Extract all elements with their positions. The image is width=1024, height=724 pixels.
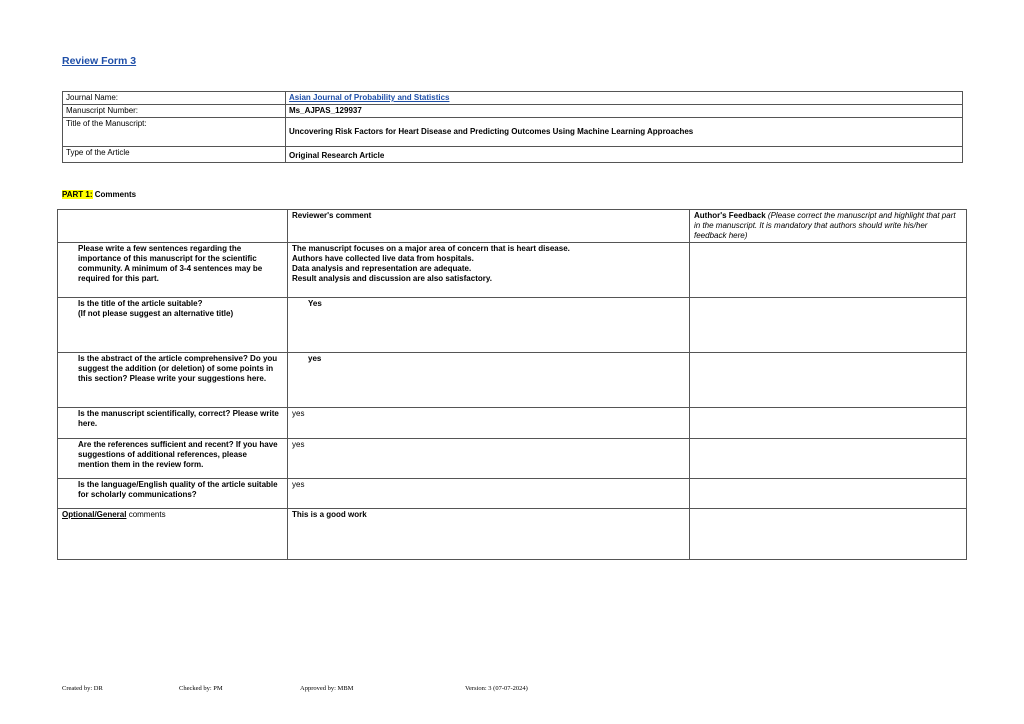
question-abstract: Is the abstract of the article comprehensive? Do you suggest the addition (or deletion) of some points in this section? Please write your suggestions here. [58,353,288,408]
author-feedback-header [690,210,967,243]
form-title: Review Form 3 [62,55,137,67]
manuscript-title-value: Uncovering Risk Factors for Heart Disease and Predicting Outcomes Using Machine Learning Approaches [286,118,963,147]
answer-optional: This is a good work [288,509,690,560]
author-feedback-cell[interactable] [690,298,967,353]
part1-label: PART 1: [62,190,93,199]
author-feedback-header-bold: Author's Feedback [694,211,766,220]
answer-line: The manuscript focuses on a major area of concern that is heart disease. [292,244,570,253]
manuscript-title-label: Title of the Manuscript: [63,118,286,147]
footer-created-by: Created by: DR [62,685,103,692]
author-feedback-cell[interactable] [690,439,967,479]
question-line: (If not please suggest an alternative title) [78,309,234,318]
answer-line: Data analysis and representation are adequate. [292,264,472,273]
comment-row-references [58,439,967,479]
question-importance: Please write a few sentences regarding the importance of this manuscript for the scientific community. A minimum of 3-4 sentences may be required for this part. [58,243,288,298]
answer-abstract: yes [288,353,690,408]
answer-line: Result analysis and discussion are also satisfactory. [292,274,492,283]
manuscript-info-table [62,91,963,163]
comment-row-importance [58,243,967,298]
author-feedback-cell[interactable] [690,353,967,408]
comments-header-row [58,210,967,243]
answer-title: Yes [288,298,690,353]
author-feedback-cell[interactable] [690,408,967,439]
optional-comments-suffix: comments [126,510,166,519]
part1-heading [62,190,136,199]
footer-version: Version: 3 (07-07-2024) [465,685,528,692]
author-feedback-cell[interactable] [690,243,967,298]
question-language: Is the language/English quality of the article suitable for scholarly communications? [58,479,288,509]
reviewer-comment-header: Reviewer's comment [288,210,690,243]
comment-row-title [58,298,967,353]
article-type-value: Original Research Article [286,147,963,163]
answer-importance [288,243,690,298]
answer-references: yes [288,439,690,479]
answer-line: Authors have collected live data from hospitals. [292,254,474,263]
header-empty-cell [58,210,288,243]
optional-comments-label [58,509,288,560]
author-feedback-cell[interactable] [690,509,967,560]
answer-scientific: yes [288,408,690,439]
comment-row-language [58,479,967,509]
article-type-label: Type of the Article [63,147,286,163]
journal-link[interactable]: Asian Journal of Probability and Statistics [289,93,450,102]
footer-checked-by: Checked by: PM [179,685,223,692]
author-feedback-instructions: (Please correct the manuscript and highlight that part in the manuscript. It is mandatory that authors should write his/her feedback here) [694,211,956,240]
manuscript-title-row [63,118,963,147]
author-feedback-cell[interactable] [690,479,967,509]
manuscript-number-value: Ms_AJPAS_129937 [286,105,963,118]
article-type-row [63,147,963,163]
question-references: Are the references sufficient and recent? If you have suggestions of additional references, please mention them in the review form. [58,439,288,479]
question-line: Is the title of the article suitable? [78,299,203,308]
question-title [58,298,288,353]
manuscript-number-row [63,105,963,118]
comment-row-scientific [58,408,967,439]
optional-general-label: Optional/General [62,510,127,519]
manuscript-number-label: Manuscript Number: [63,105,286,118]
answer-language: yes [288,479,690,509]
journal-label: Journal Name: [63,92,286,105]
comments-table [57,209,967,560]
journal-value-cell [286,92,963,105]
footer-approved-by: Approved by: MBM [300,685,354,692]
part1-title: Comments [92,190,137,199]
journal-row [63,92,963,105]
comment-row-optional [58,509,967,560]
comment-row-abstract [58,353,967,408]
question-scientific: Is the manuscript scientifically, correct? Please write here. [58,408,288,439]
